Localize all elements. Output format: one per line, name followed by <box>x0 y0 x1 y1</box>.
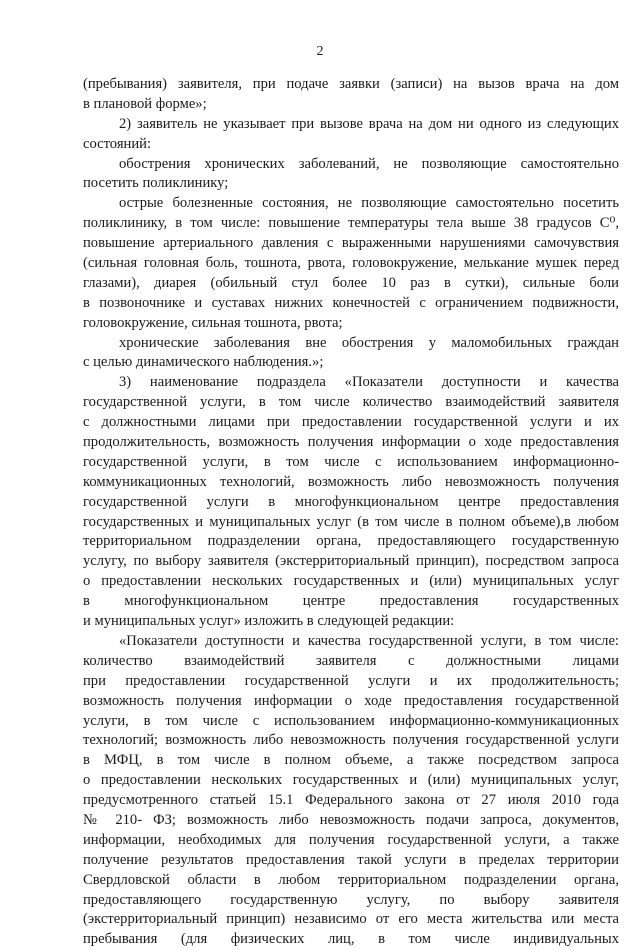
text-line: продолжительность, возможность получения информации о ходе предоставления <box>83 434 619 451</box>
text-line: (сильная головная боль, тошнота, рвота, головокружение, мелькание мушек перед <box>83 255 619 272</box>
text-line: государственной услуги в многофункциональном центре предоставления <box>83 493 619 510</box>
text-line: № 210- ФЗ; возможность либо невозможность подачи запроса, документов, <box>83 811 619 828</box>
text-line: острые болезненные состояния, не позволяющие самостоятельно посетить <box>119 195 619 212</box>
text-line: и муниципальных услуг» изложить в следующей редакции: <box>83 613 455 630</box>
text-line: (экстерриториальный принцип) независимо от его места жительства или места <box>83 911 619 928</box>
text-line: с должностными лицами при предоставлении государственной услуги и их <box>83 414 619 431</box>
text-line: состояний: <box>83 135 152 152</box>
page-number: 2 <box>316 44 324 59</box>
text-line: глазами), диарея (обильный стул более 10 раз в сутки), сильные боли <box>83 274 619 291</box>
document-body <box>83 75 619 950</box>
text-line: обострения хронических заболеваний, не позволяющие самостоятельно <box>119 155 619 172</box>
text-line: в МФЦ, в том числе в полном объеме, а также посредством запроса <box>83 752 619 769</box>
text-line: с целью динамического наблюдения.»; <box>83 354 324 371</box>
text-line: предоставляющего государственную услугу, по выбору заявителя <box>83 891 619 908</box>
text-line: головокружение, сильная тошнота, рвота; <box>83 314 343 331</box>
text-line: в плановой форме»; <box>83 95 207 112</box>
text-line: о предоставлении нескольких государственных и (или) муниципальных услуг <box>83 573 619 590</box>
text-line: услугу, по выбору заявителя (экстерриториальный принцип), посредством запроса <box>83 553 619 570</box>
text-line: услуги, в том числе с использованием информационно-коммуникационных <box>83 712 619 729</box>
text-line: о предоставлении нескольких государственных и (или) муниципальных услуг, <box>83 772 619 789</box>
text-line: (пребывания) заявителя, при подаче заявки (записи) на вызов врача на дом <box>83 76 619 92</box>
text-line: посетить поликлинику; <box>83 175 229 192</box>
text-line: «Показатели доступности и качества государственной услуги, в том числе: <box>119 632 619 649</box>
text-line: государственной услуги, в том числе количество взаимодействий заявителя <box>83 394 619 411</box>
text-line: количество взаимодействий заявителя с должностными лицами <box>83 652 619 669</box>
text-line: государственных и муниципальных услуг (в том числе в полном объеме),в любом <box>83 513 619 530</box>
text-line: 3) наименование подраздела «Показатели доступности и качества <box>119 374 619 391</box>
text-line: государственной услуги, в том числе с использованием информационно- <box>83 453 619 470</box>
text-line: 2) заявитель не указывает при вызове врача на дом ни одного из следующих <box>119 115 619 132</box>
text-line: коммуникационных технологий, возможность либо невозможность получения <box>83 473 619 490</box>
text-line: в многофункциональном центре предоставления государственных <box>83 593 619 610</box>
text-line: хронические заболевания вне обострения у маломобильных граждан <box>119 334 619 351</box>
text-line: возможность получения информации о ходе предоставления государственной <box>83 692 619 709</box>
text-line: территориальном подразделении органа, предоставляющего государственную <box>83 533 619 550</box>
text-line: поликлинику, в том числе: повышение температуры тела выше 38 градусов С⁰, <box>83 215 619 232</box>
text-line: повышение артериального давления с выраженными нарушениями самочувствия <box>83 235 619 252</box>
text-line: получение результатов предоставления такой услуги в пределах территории <box>83 851 619 868</box>
text-line: Свердловской области в любом территориальном подразделении органа, <box>83 871 619 888</box>
text-line: пребывания (для физических лиц, в том числе индивидуальных <box>83 931 619 948</box>
text-line: при предоставлении государственной услуги и их продолжительность; <box>83 672 619 689</box>
text-line: в позвоночнике и суставах нижних конечностей с ограничением подвижности, <box>83 294 619 311</box>
text-line: предусмотренного статьей 15.1 Федерального закона от 27 июля 2010 года <box>83 792 619 809</box>
text-line: технологий; возможность либо невозможность получения государственной услуги <box>83 732 619 749</box>
text-line: информации, необходимых для получения государственной услуги, а также <box>83 831 619 848</box>
